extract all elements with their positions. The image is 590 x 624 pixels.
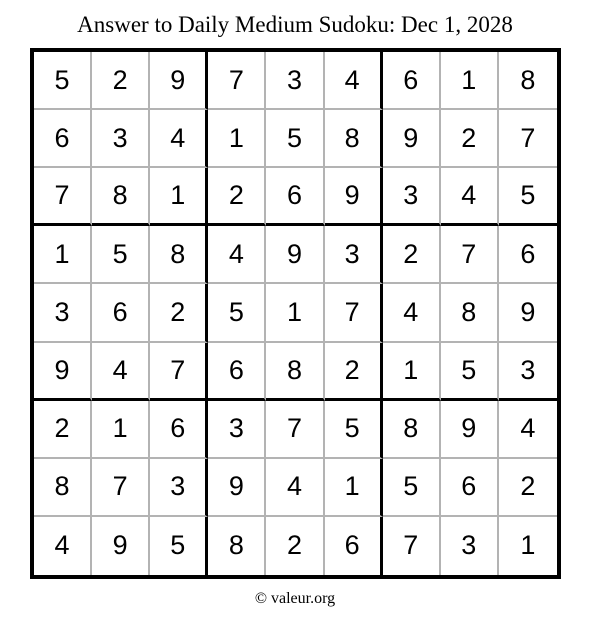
sudoku-cell-r5c6: 7 xyxy=(325,284,383,342)
puzzle-title: Answer to Daily Medium Sudoku: Dec 1, 2028 xyxy=(77,12,513,37)
sudoku-cell-r7c5: 7 xyxy=(266,401,324,459)
sudoku-cell-r1c6: 4 xyxy=(325,52,383,110)
sudoku-cell-r1c9: 8 xyxy=(499,52,557,110)
sudoku-cell-r3c7: 3 xyxy=(383,168,441,226)
sudoku-cell-r6c6: 2 xyxy=(325,343,383,401)
sudoku-cell-r9c7: 7 xyxy=(383,517,441,575)
sudoku-cell-r9c9: 1 xyxy=(520,530,536,561)
sudoku-cell-r6c3: 7 xyxy=(150,343,208,401)
sudoku-cell-r2c1: 6 xyxy=(34,110,92,168)
sudoku-cell-r2c5: 5 xyxy=(266,110,324,168)
sudoku-cell-r5c7: 4 xyxy=(383,284,441,342)
sudoku-cell-r2c6: 8 xyxy=(325,110,383,168)
sudoku-cell-r7c3: 6 xyxy=(150,401,208,459)
sudoku-cell-r8c9: 2 xyxy=(499,459,557,517)
sudoku-cell-r9c1: 4 xyxy=(34,517,92,575)
sudoku-cell-r9c8: 3 xyxy=(441,517,499,575)
sudoku-cell-r2c7: 9 xyxy=(383,110,441,168)
sudoku-cell-r1c1: 5 xyxy=(34,52,92,110)
sudoku-cell-r6c7: 1 xyxy=(383,343,441,401)
sudoku-cell-r3c9: 5 xyxy=(499,168,557,226)
sudoku-cell-r2c2: 3 xyxy=(92,110,150,168)
sudoku-cell-r5c2: 6 xyxy=(92,284,150,342)
sudoku-board xyxy=(30,48,561,579)
sudoku-cell-r1c2: 2 xyxy=(92,52,150,110)
sudoku-cell-r9c3: 5 xyxy=(150,517,208,575)
sudoku-cell-r4c1: 1 xyxy=(34,226,92,284)
sudoku-cell-r3c8: 4 xyxy=(441,168,499,226)
sudoku-cell-r2c9: 7 xyxy=(499,110,557,168)
sudoku-cell-r9c2: 9 xyxy=(92,517,150,575)
sudoku-cell-r6c1: 9 xyxy=(34,343,92,401)
sudoku-cell-r7c9: 4 xyxy=(499,401,557,459)
sudoku-cell-r5c3: 2 xyxy=(150,284,208,342)
sudoku-cell-r6c4: 6 xyxy=(208,343,266,401)
sudoku-cell-r4c7: 2 xyxy=(383,226,441,284)
sudoku-cell-r2c8: 2 xyxy=(441,110,499,168)
sudoku-cell-r9c5: 2 xyxy=(266,517,324,575)
sudoku-cell-r1c5: 3 xyxy=(266,52,324,110)
sudoku-cell-r7c4: 3 xyxy=(208,401,266,459)
sudoku-cell-r6c9: 3 xyxy=(499,343,557,401)
sudoku-cell-r2c3: 4 xyxy=(150,110,208,168)
sudoku-cell-r8c5: 4 xyxy=(266,459,324,517)
sudoku-cell-r5c1: 3 xyxy=(34,284,92,342)
sudoku-cell-r7c2: 1 xyxy=(92,401,150,459)
sudoku-cell-r8c7: 5 xyxy=(383,459,441,517)
sudoku-cell-r8c2: 7 xyxy=(92,459,150,517)
sudoku-cell-r4c3: 8 xyxy=(150,226,208,284)
sudoku-cell-r6c8: 5 xyxy=(441,343,499,401)
sudoku-cell-r6c5: 8 xyxy=(266,343,324,401)
copyright-footer: © valeur.org xyxy=(254,590,336,607)
sudoku-cell-r3c5: 6 xyxy=(266,168,324,226)
sudoku-cell-r1c7: 6 xyxy=(383,52,441,110)
sudoku-cell-r7c7: 8 xyxy=(383,401,441,459)
sudoku-cell-r7c8: 9 xyxy=(441,401,499,459)
sudoku-cell-r8c4: 9 xyxy=(208,459,266,517)
sudoku-cell-r4c5: 9 xyxy=(266,226,324,284)
sudoku-cell-r8c3: 3 xyxy=(150,459,208,517)
sudoku-cell-r4c8: 7 xyxy=(441,226,499,284)
sudoku-cell-r3c4: 2 xyxy=(208,168,266,226)
sudoku-cell-r4c9: 6 xyxy=(499,226,557,284)
sudoku-cell-r8c1: 8 xyxy=(34,459,92,517)
sudoku-cell-r5c9: 9 xyxy=(499,284,557,342)
sudoku-cell-r2c4: 1 xyxy=(208,110,266,168)
sudoku-cell-r1c4: 7 xyxy=(208,52,266,110)
sudoku-cell-r3c3: 1 xyxy=(150,168,208,226)
sudoku-cell-r4c6: 3 xyxy=(325,226,383,284)
sudoku-cell-r8c6: 1 xyxy=(325,459,383,517)
sudoku-cell-r9c6: 6 xyxy=(325,517,383,575)
sudoku-cell-r3c2: 8 xyxy=(92,168,150,226)
sudoku-cell-r4c4: 4 xyxy=(208,226,266,284)
sudoku-cell-r7c1: 2 xyxy=(34,401,92,459)
sudoku-cell-r8c8: 6 xyxy=(441,459,499,517)
sudoku-cell-r9c4: 8 xyxy=(208,517,266,575)
sudoku-cell-r5c4: 5 xyxy=(208,284,266,342)
sudoku-cell-r3c6: 9 xyxy=(325,168,383,226)
sudoku-cell-r3c1: 7 xyxy=(34,168,92,226)
sudoku-cell-r1c8: 1 xyxy=(441,52,499,110)
sudoku-cell-r7c6: 5 xyxy=(325,401,383,459)
sudoku-cell-r5c5: 1 xyxy=(266,284,324,342)
sudoku-cell-r4c2: 5 xyxy=(92,226,150,284)
sudoku-cell-r5c8: 8 xyxy=(441,284,499,342)
sudoku-cell-r6c2: 4 xyxy=(92,343,150,401)
sudoku-cell-r1c3: 9 xyxy=(150,52,208,110)
